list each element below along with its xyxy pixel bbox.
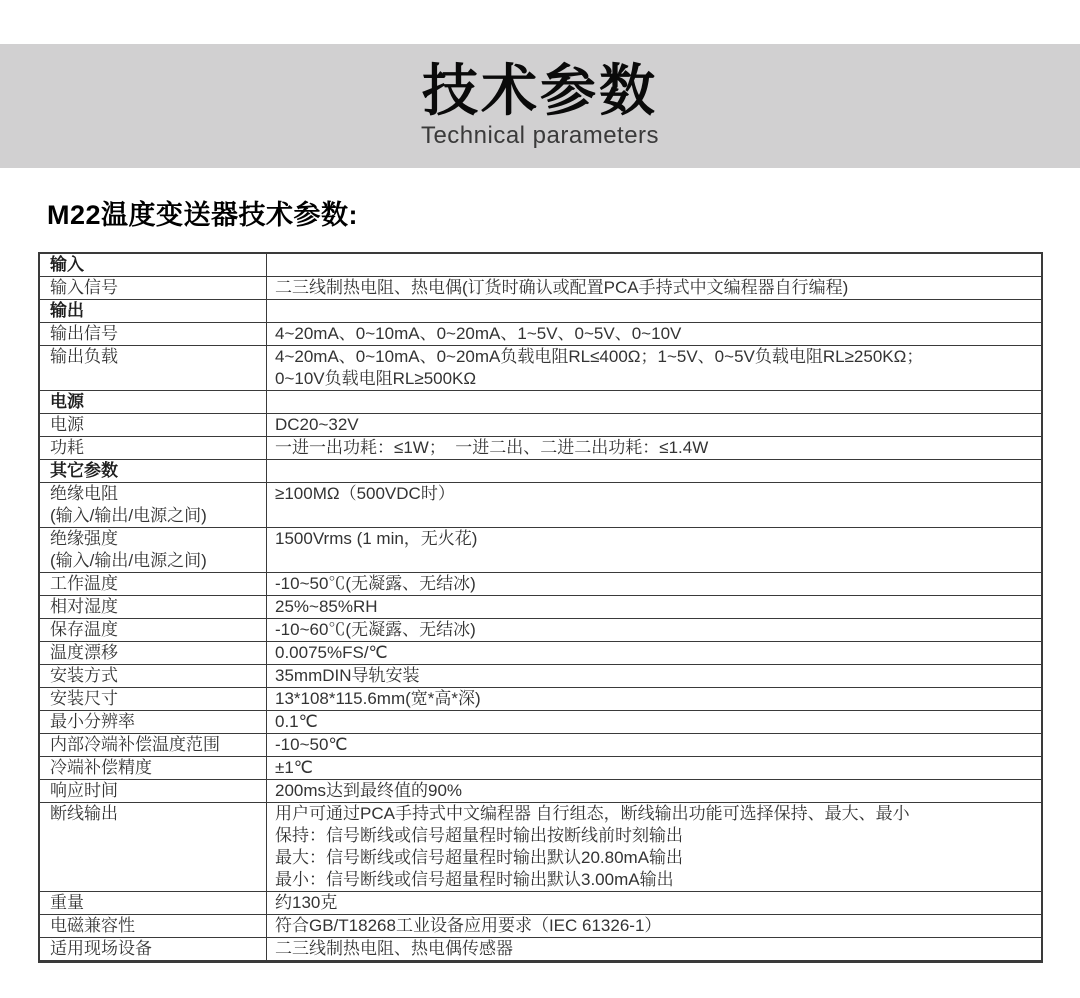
param-value-text: -10~50℃(无凝露、无结冰) [275, 574, 476, 593]
param-name-cell [40, 803, 267, 891]
param-name-text: 电源 [50, 392, 84, 411]
param-value-cell [267, 460, 1041, 482]
table-section-row [40, 460, 1041, 483]
param-value-cell [267, 803, 1041, 891]
param-name-cell [40, 619, 267, 641]
param-value-cell [267, 300, 1041, 322]
page-title: 技术参数 [422, 59, 658, 123]
param-name-text: 冷端补偿精度 [50, 758, 152, 777]
param-name-cell [40, 437, 267, 459]
header-banner [0, 44, 1080, 168]
param-value-cell [267, 780, 1041, 802]
param-name-cell [40, 642, 267, 664]
param-value-cell [267, 414, 1041, 436]
param-name-text: 输出信号 [50, 324, 118, 343]
param-name-cell [40, 254, 267, 276]
param-value-cell [267, 619, 1041, 641]
param-name-text: 输出负载 [50, 347, 118, 366]
param-value-text: 25%~85%RH [275, 597, 378, 616]
param-name-text: 保存温度 [50, 620, 118, 639]
param-name-cell [40, 483, 267, 527]
param-name-text: 响应时间 [50, 781, 118, 800]
param-name-cell [40, 346, 267, 390]
table-section-row [40, 254, 1041, 277]
param-name-cell [40, 757, 267, 779]
section-heading: M22温度变送器技术参数: [47, 200, 359, 230]
param-name-cell [40, 573, 267, 595]
table-row [40, 688, 1041, 711]
param-name-cell [40, 414, 267, 436]
param-name-text: (输入/输出/电源之间) [50, 506, 207, 525]
param-name-text: 断线输出 [50, 804, 118, 823]
table-section-row [40, 391, 1041, 414]
param-value-text: 1500Vrms (1 min，无火花) [275, 529, 478, 548]
param-name-text: 温度漂移 [50, 643, 118, 662]
table-row [40, 619, 1041, 642]
param-value-text: 0.0075%FS/℃ [275, 643, 388, 662]
param-value-text: 二三线制热电阻、热电偶(订货时确认或配置PCA手持式中文编程器自行编程) [275, 278, 849, 297]
param-name-text: 绝缘强度 [50, 529, 118, 548]
param-name-cell [40, 892, 267, 914]
param-value-cell [267, 642, 1041, 664]
param-value-text: 4~20mA、0~10mA、0~20mA负载电阻RL≤400Ω；1~5V、0~5V负载电阻RL≥250KΩ； [275, 347, 924, 366]
table-row [40, 711, 1041, 734]
table-row [40, 414, 1041, 437]
parameters-table [38, 252, 1043, 963]
table-row [40, 892, 1041, 915]
param-name-cell [40, 300, 267, 322]
param-value-text: -10~60℃(无凝露、无结冰) [275, 620, 476, 639]
param-value-text: 约130克 [275, 893, 338, 912]
table-row [40, 803, 1041, 892]
param-value-cell [267, 711, 1041, 733]
param-value-cell [267, 734, 1041, 756]
param-name-text: 内部冷端补偿温度范围 [50, 735, 220, 754]
param-value-text: 35mmDIN导轨安装 [275, 666, 420, 685]
param-name-text: (输入/输出/电源之间) [50, 551, 207, 570]
table-row [40, 665, 1041, 688]
param-name-cell [40, 460, 267, 482]
param-name-text: 电源 [50, 415, 84, 434]
table-section-row [40, 300, 1041, 323]
param-value-text: 保持：信号断线或信号超量程时输出按断线前时刻输出 [275, 826, 683, 845]
param-name-text: 绝缘电阻 [50, 484, 118, 503]
param-value-text: -10~50℃ [275, 735, 348, 754]
param-value-text: 二三线制热电阻、热电偶传感器 [275, 939, 513, 958]
param-value-cell [267, 391, 1041, 413]
table-row [40, 573, 1041, 596]
param-value-text: 一进一出功耗：≤1W； 一进二出、二进二出功耗：≤1.4W [275, 438, 709, 457]
param-value-cell [267, 596, 1041, 618]
param-value-text: 0~10V负载电阻RL≥500KΩ [275, 369, 477, 388]
table-row [40, 938, 1041, 960]
table-row [40, 757, 1041, 780]
param-name-cell [40, 688, 267, 710]
param-value-text: DC20~32V [275, 415, 359, 434]
table-row [40, 277, 1041, 300]
param-value-text: 符合GB/T18268工业设备应用要求（IEC 61326-1） [275, 916, 662, 935]
param-value-text: 最大：信号断线或信号超量程时输出默认20.80mA输出 [275, 848, 684, 867]
table-row [40, 346, 1041, 391]
param-value-cell [267, 892, 1041, 914]
param-value-cell [267, 437, 1041, 459]
table-row [40, 528, 1041, 573]
param-value-text: 0.1℃ [275, 712, 318, 731]
param-name-cell [40, 596, 267, 618]
table-row [40, 780, 1041, 803]
param-name-cell [40, 391, 267, 413]
param-value-text: 最小：信号断线或信号超量程时输出默认3.00mA输出 [275, 870, 674, 889]
param-name-text: 其它参数 [50, 461, 118, 480]
table-row [40, 734, 1041, 757]
param-value-cell [267, 665, 1041, 687]
param-value-text: ≥100MΩ（500VDC时） [275, 484, 455, 503]
param-value-cell [267, 938, 1041, 960]
table-row [40, 642, 1041, 665]
param-value-cell [267, 323, 1041, 345]
param-value-cell [267, 346, 1041, 390]
param-name-text: 重量 [50, 893, 84, 912]
param-name-cell [40, 665, 267, 687]
table-row [40, 915, 1041, 938]
param-value-cell [267, 483, 1041, 527]
param-name-text: 输入信号 [50, 278, 118, 297]
param-name-text: 相对湿度 [50, 597, 118, 616]
param-name-cell [40, 277, 267, 299]
param-name-text: 安装方式 [50, 666, 118, 685]
param-value-cell [267, 254, 1041, 276]
param-name-cell [40, 734, 267, 756]
param-name-text: 输出 [50, 301, 84, 320]
param-value-cell [267, 688, 1041, 710]
param-name-cell [40, 915, 267, 937]
table-row [40, 483, 1041, 528]
param-name-text: 适用现场设备 [50, 939, 152, 958]
param-value-text: 13*108*115.6mm(宽*高*深) [275, 689, 481, 708]
page-subtitle: Technical parameters [420, 121, 660, 149]
param-value-text: 200ms达到最终值的90% [275, 781, 463, 800]
param-name-text: 最小分辨率 [50, 712, 135, 731]
param-name-text: 功耗 [50, 438, 84, 457]
table-row [40, 596, 1041, 619]
param-name-text: 工作温度 [50, 574, 118, 593]
table-row [40, 437, 1041, 460]
param-value-cell [267, 528, 1041, 572]
param-value-cell [267, 757, 1041, 779]
param-value-text: ±1℃ [275, 758, 313, 777]
table-row [40, 323, 1041, 346]
param-name-cell [40, 780, 267, 802]
param-name-text: 电磁兼容性 [50, 916, 135, 935]
param-value-cell [267, 573, 1041, 595]
param-name-cell [40, 711, 267, 733]
param-name-cell [40, 528, 267, 572]
param-value-cell [267, 277, 1041, 299]
param-name-cell [40, 323, 267, 345]
param-name-cell [40, 938, 267, 960]
param-name-text: 输入 [50, 255, 84, 274]
param-name-text: 安装尺寸 [50, 689, 118, 708]
param-value-text: 4~20mA、0~10mA、0~20mA、1~5V、0~5V、0~10V [275, 324, 682, 343]
param-value-cell [267, 915, 1041, 937]
param-value-text: 用户可通过PCA手持式中文编程器 自行组态，断线输出功能可选择保持、最大、最小 [275, 804, 910, 823]
